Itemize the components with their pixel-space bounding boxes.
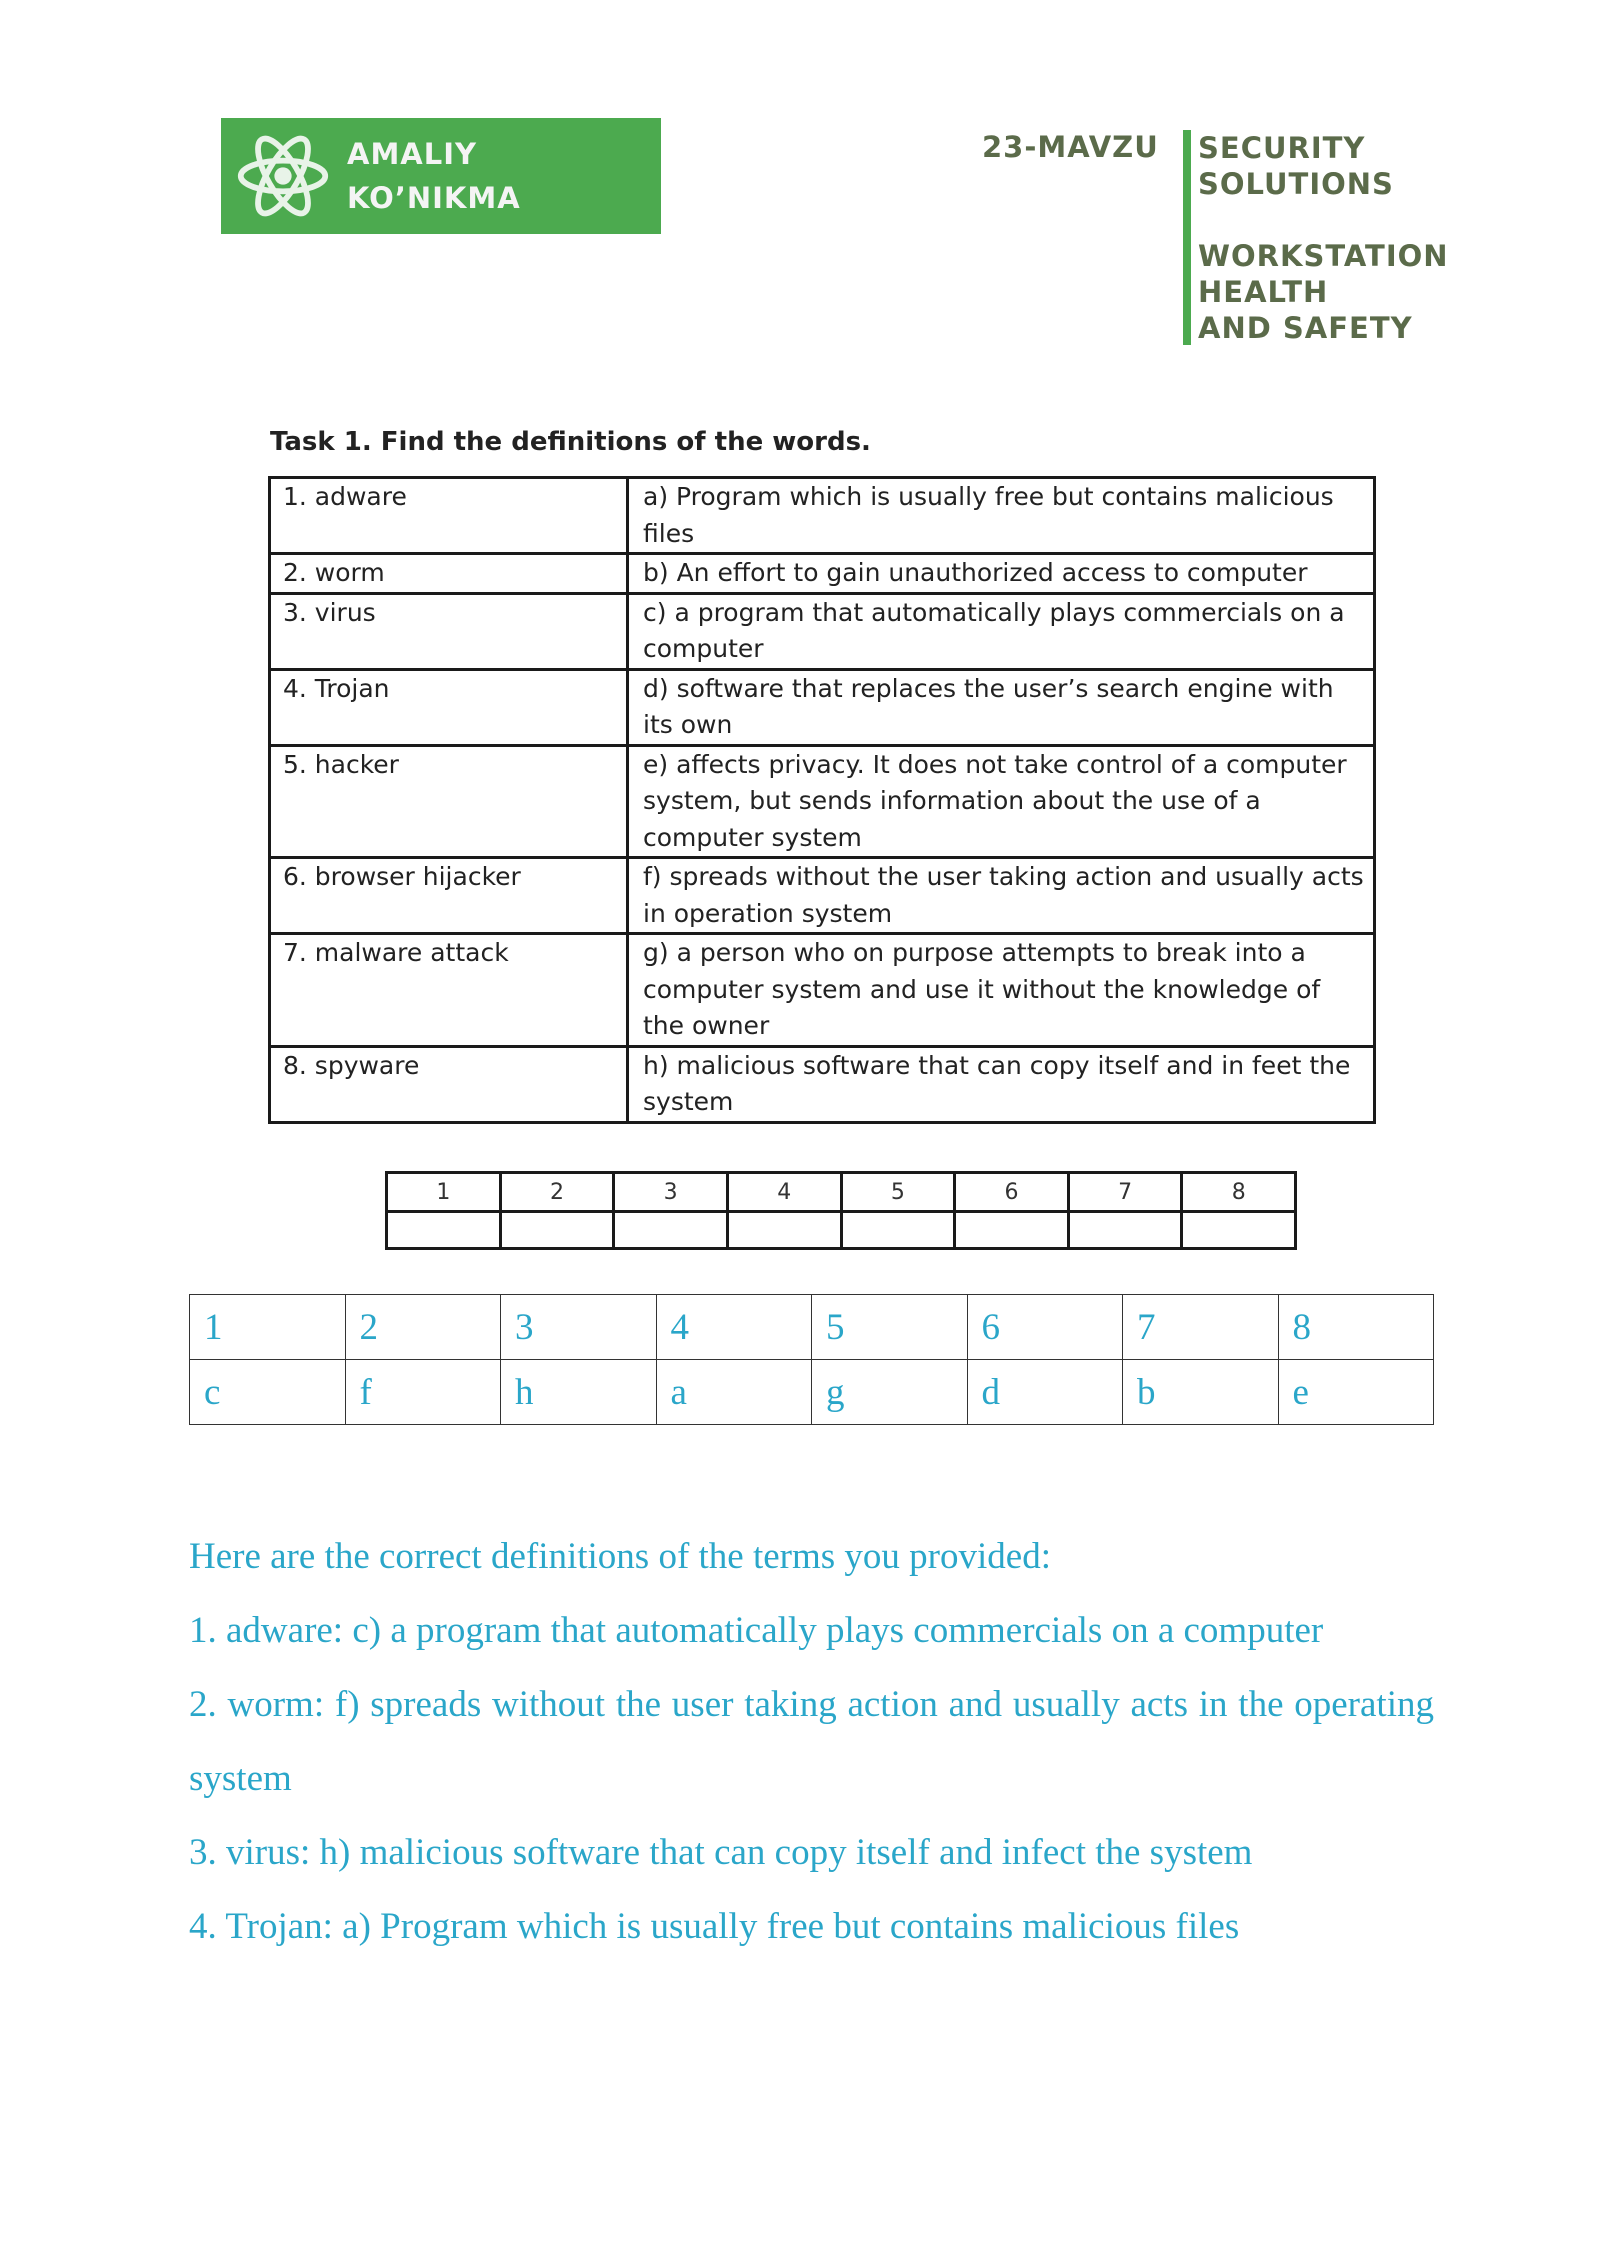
answers-number-row [190,1295,1434,1360]
answer-letter-cell: b [1123,1360,1279,1425]
answer-number-cell: 5 [812,1295,968,1360]
definition-cell: a) Program which is usually free but contains malicious files [628,478,1375,554]
answer-letter-cell: f [345,1360,501,1425]
term-cell: 8. spyware [270,1046,628,1122]
table-row [270,593,1375,669]
task-heading: Task 1. Find the definitions of the words. [270,427,871,457]
table-row [270,478,1375,554]
term-cell: 4. Trojan [270,669,628,745]
grid-header-cell: 6 [955,1173,1069,1212]
definition-cell: g) a person who on purpose attempts to break into a computer system and use it without the knowledge of the owner [628,934,1375,1047]
answer-number-cell: 1 [190,1295,346,1360]
atom-icon [235,128,331,224]
definition-cell: e) affects privacy. It does not take control of a computer system, but sends information about the use of a computer system [628,745,1375,858]
answer-number-cell: 7 [1123,1295,1279,1360]
grid-blank-cell [387,1212,501,1249]
term-cell: 2. worm [270,554,628,594]
definition-cell: h) malicious software that can copy itself and in feet the system [628,1046,1375,1122]
term-cell: 3. virus [270,593,628,669]
answer-letter-cell: a [656,1360,812,1425]
answers-table [189,1294,1434,1425]
explanation-item: 1. adware: c) a program that automatically plays commercials on a computer [189,1610,1324,1651]
term-cell: 1. adware [270,478,628,554]
explanation-item: 3. virus: h) malicious software that can copy itself and infect the system [189,1832,1253,1873]
topic-line-5: AND SAFETY [1198,311,1413,345]
grid-blank-cell [500,1212,614,1249]
table-row [270,934,1375,1047]
table-row [270,669,1375,745]
answer-number-cell: 3 [501,1295,657,1360]
grid-header-cell: 4 [727,1173,841,1212]
explanation-item: 4. Trojan: a) Program which is usually free but contains malicious files [189,1906,1240,1947]
table-row [270,554,1375,594]
table-row [270,858,1375,934]
topic-title [1198,130,1460,346]
banner-text [347,132,521,220]
answer-number-cell: 6 [967,1295,1123,1360]
explanation-intro: Here are the correct definitions of the terms you provided: [189,1536,1051,1577]
table-row [270,745,1375,858]
answer-letter-cell: c [190,1360,346,1425]
grid-blank-cell [727,1212,841,1249]
term-cell: 7. malware attack [270,934,628,1047]
answers-letter-row [190,1360,1434,1425]
topic-line-2: SOLUTIONS [1198,167,1394,201]
definition-cell: b) An effort to gain unauthorized access to computer [628,554,1375,594]
topic-divider [1183,130,1191,345]
table-row [270,1046,1375,1122]
amaliy-konikma-banner [221,118,661,234]
grid-blank-cell [1182,1212,1296,1249]
grid-header-cell: 3 [614,1173,728,1212]
definitions-table [268,476,1376,1124]
grid-blank-cell [1068,1212,1182,1249]
grid-blank-cell [841,1212,955,1249]
grid-header-cell: 8 [1182,1173,1296,1212]
answer-number-cell: 2 [345,1295,501,1360]
grid-header-cell: 7 [1068,1173,1182,1212]
term-cell: 6. browser hijacker [270,858,628,934]
definition-cell: d) software that replaces the user’s search engine with its own [628,669,1375,745]
grid-header-cell: 2 [500,1173,614,1212]
grid-header-cell: 5 [841,1173,955,1212]
topic-number: 23-MAVZU [982,130,1159,164]
definition-cell: c) a program that automatically plays commercials on a computer [628,593,1375,669]
grid-blank-cell [614,1212,728,1249]
answer-letter-cell: e [1278,1360,1434,1425]
banner-line-2: KO’NIKMA [347,181,521,215]
topic-line-3: WORKSTATION [1198,239,1449,273]
banner-line-1: AMALIY [347,137,478,171]
answer-number-cell: 8 [1278,1295,1434,1360]
answer-letter-cell: h [501,1360,657,1425]
topic-line-4: HEALTH [1198,275,1329,309]
topic-line-1: SECURITY [1198,131,1366,165]
blank-answer-grid [385,1171,1297,1250]
grid-header-cell: 1 [387,1173,501,1212]
explanation-item: 2. worm: f) spreads without the user taking action and usually acts in the operating system [189,1684,1434,1799]
answer-number-cell: 4 [656,1295,812,1360]
answer-letter-cell: g [812,1360,968,1425]
explanation-text [189,1520,1434,1964]
term-cell: 5. hacker [270,745,628,858]
grid-blank-cell [955,1212,1069,1249]
answer-letter-cell: d [967,1360,1123,1425]
definition-cell: f) spreads without the user taking action and usually acts in operation system [628,858,1375,934]
